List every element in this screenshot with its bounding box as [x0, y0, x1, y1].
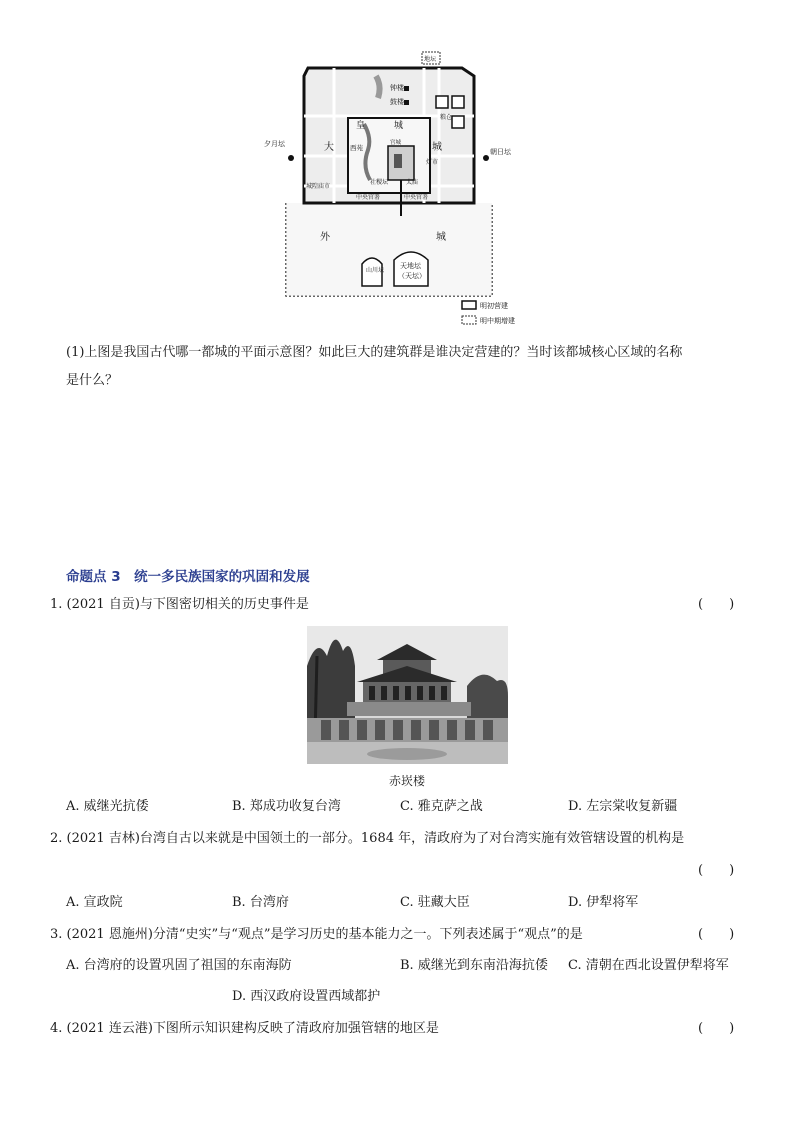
label-dengshi: 灯市: [426, 159, 439, 166]
q1-option-b[interactable]: B. 郑成功收复台湾: [232, 799, 341, 814]
chikan-tower-photo: [307, 626, 508, 764]
q2-option-c[interactable]: C. 驻藏大臣: [400, 895, 470, 910]
q2-option-d[interactable]: D. 伊犁将军: [568, 895, 639, 910]
q1-option-c[interactable]: C. 雅克萨之战: [400, 799, 483, 814]
label-tiantan: （天坛）: [398, 272, 426, 280]
label-xiyuan: 西苑: [350, 144, 363, 152]
q1-option-d[interactable]: D. 左宗棠收复新疆: [568, 799, 678, 814]
label-gongcheng: 宫城: [390, 140, 402, 146]
q3-option-d[interactable]: D. 西汉政府设置西域都护: [232, 989, 381, 1004]
label-huang: 皇: [356, 121, 366, 131]
label-wai: 外: [320, 232, 330, 243]
label-taimiao: 太庙: [406, 179, 419, 186]
q3-option-a[interactable]: A. 台湾府的设置巩固了祖国的东南海防: [66, 958, 292, 973]
map-question-line-2: 是什么？: [66, 373, 119, 388]
label-da: 大: [324, 142, 334, 153]
q1-stem: 1. (2021 自贡)与下图密切相关的历史事件是: [50, 597, 309, 612]
q3-option-b[interactable]: B. 威继光到东南沿海抗倭: [400, 958, 548, 973]
q1-answer-bracket[interactable]: ( ): [698, 597, 735, 612]
label-sheji: 社稷坛: [370, 179, 389, 186]
legend-mid-label: 明中期增建: [480, 317, 515, 325]
label-tiandi: 天地坛: [400, 262, 421, 270]
q2-answer-bracket[interactable]: ( ): [698, 863, 735, 878]
photo-caption: 赤崁楼: [389, 774, 426, 788]
label-zhongyang-west: 中央官署: [356, 194, 381, 201]
q2-option-a[interactable]: A. 宣政院: [66, 895, 123, 910]
ming-beijing-city-map: [264, 46, 554, 330]
q3-option-c[interactable]: C. 清朝在西北设置伊犁将军: [568, 958, 729, 973]
q2-stem: 2. (2021 吉林)台湾自古以来就是中国领土的一部分。1684 年，清政府为了对台湾实施有效管辖设置的机构是: [50, 831, 685, 846]
section-title: 命题点 3 统一多民族国家的巩固和发展: [66, 569, 310, 585]
q3-stem: 3. (2021 恩施州)分清“史实”与“观点”是学习历史的基本能力之一。下列表述属于“观点”的是: [50, 927, 583, 942]
label-shanchuan: 山川坛: [366, 267, 385, 274]
label-cheng-outer: 城: [436, 232, 446, 243]
q1-option-a[interactable]: A. 威继光抗倭: [66, 799, 149, 814]
q2-option-b[interactable]: B. 台湾府: [232, 895, 289, 910]
label-zhonglou: 钟楼: [390, 84, 404, 92]
label-cheng-big: 城: [432, 142, 442, 153]
label-gulou: 鼓楼: [390, 98, 404, 106]
legend-early-label: 明初营建: [480, 302, 508, 310]
q3-answer-bracket[interactable]: ( ): [698, 927, 735, 942]
label-ditan: 地坛: [424, 56, 437, 63]
q4-stem: 4. (2021 连云港)下图所示知识建构反映了清政府加强管辖的地区是: [50, 1021, 439, 1036]
label-liangcang: 粮仓: [440, 114, 453, 121]
label-chaori: 朝日坛: [490, 148, 511, 156]
label-zhongyang-east: 中央官署: [404, 194, 429, 201]
map-question-line-1: (1)上图是我国古代哪一都城的平面示意图？如此巨大的建筑群是谁决定营建的？当时该都城核心区域的名称: [66, 345, 683, 360]
label-yueri: 夕月坛: [264, 140, 285, 148]
label-cheng-inner: 城: [394, 121, 404, 131]
label-chenghuang: 城隍庙市: [306, 183, 331, 190]
q4-answer-bracket[interactable]: ( ): [698, 1021, 735, 1036]
